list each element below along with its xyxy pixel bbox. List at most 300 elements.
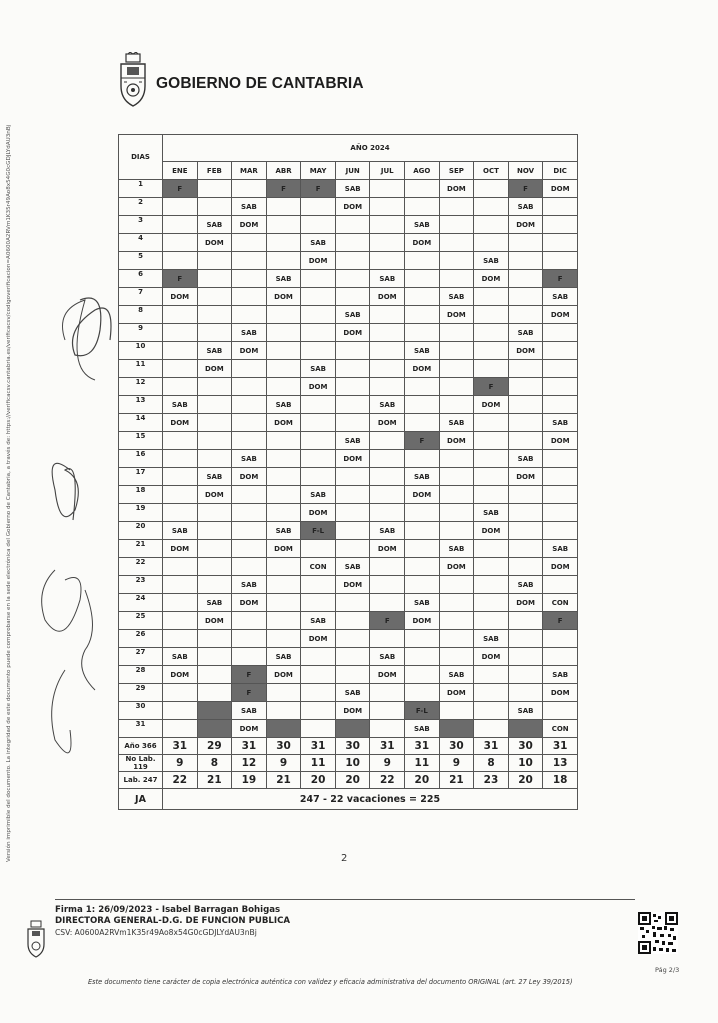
workday-cell [232, 270, 267, 288]
workday-cell [370, 234, 405, 252]
weekend-cell: DOM [232, 720, 267, 738]
workday-cell [266, 234, 301, 252]
summary-value: 8 [197, 755, 232, 772]
workday-cell [197, 324, 232, 342]
day-number: 5 [119, 252, 163, 270]
workday-cell [370, 216, 405, 234]
workday-cell [474, 576, 509, 594]
workday-cell [301, 594, 336, 612]
divider [55, 899, 635, 900]
workday-cell [335, 234, 370, 252]
workday-cell [543, 216, 578, 234]
weekend-cell: SAB [508, 198, 543, 216]
workday-cell [335, 252, 370, 270]
workday-cell [163, 378, 198, 396]
weekend-cell: SAB [474, 630, 509, 648]
workday-cell [439, 612, 474, 630]
workday-cell [474, 468, 509, 486]
weekend-cell: DOM [301, 378, 336, 396]
workday-cell [474, 612, 509, 630]
summary-value: 21 [266, 772, 301, 789]
workday-cell [370, 252, 405, 270]
workday-cell [508, 540, 543, 558]
day-number: 23 [119, 576, 163, 594]
workday-cell [439, 594, 474, 612]
weekend-cell: SAB [370, 270, 405, 288]
workday-cell [335, 378, 370, 396]
weekend-cell: DOM [543, 180, 578, 198]
month-header: JUN [335, 162, 370, 180]
workday-cell [197, 558, 232, 576]
summary-value: 10 [335, 755, 370, 772]
workday-cell [439, 342, 474, 360]
summary-value: 10 [508, 755, 543, 772]
workday-cell [197, 666, 232, 684]
weekend-cell: SAB [335, 180, 370, 198]
workday-cell [508, 234, 543, 252]
workday-cell [474, 216, 509, 234]
workday-cell [197, 432, 232, 450]
workday-cell [163, 198, 198, 216]
workday-cell [163, 702, 198, 720]
weekend-cell: SAB [163, 396, 198, 414]
weekend-cell: DOM [474, 270, 509, 288]
workday-cell [301, 648, 336, 666]
weekend-cell: SAB [197, 594, 232, 612]
workday-cell [405, 288, 440, 306]
month-header: NOV [508, 162, 543, 180]
workday-cell [163, 450, 198, 468]
summary-value: 31 [543, 738, 578, 755]
workday-cell [197, 450, 232, 468]
workday-cell [335, 522, 370, 540]
workday-cell [301, 414, 336, 432]
workday-cell [163, 216, 198, 234]
workday-cell [370, 576, 405, 594]
day-number: 8 [119, 306, 163, 324]
holiday-cell: F-L [405, 702, 440, 720]
month-header: MAR [232, 162, 267, 180]
weekend-cell: DOM [232, 468, 267, 486]
workday-cell [508, 306, 543, 324]
weekend-cell: SAB [197, 468, 232, 486]
workday-cell [474, 558, 509, 576]
workday-cell [508, 504, 543, 522]
weekend-cell: SAB [405, 594, 440, 612]
weekend-cell: DOM [439, 432, 474, 450]
workday-cell [335, 540, 370, 558]
day-row [119, 432, 578, 450]
month-header: ABR [266, 162, 301, 180]
workday-cell [405, 684, 440, 702]
day-row [119, 486, 578, 504]
weekend-cell: DOM [266, 288, 301, 306]
day-row [119, 702, 578, 720]
day-number: 22 [119, 558, 163, 576]
workday-cell [474, 666, 509, 684]
weekend-cell: SAB [232, 450, 267, 468]
day-row [119, 216, 578, 234]
workday-cell [266, 612, 301, 630]
day-number: 26 [119, 630, 163, 648]
workday-cell [163, 432, 198, 450]
workday-cell [370, 702, 405, 720]
workday-cell [335, 414, 370, 432]
workday-cell [301, 576, 336, 594]
holiday-cell: F [301, 180, 336, 198]
summary-value: 9 [370, 755, 405, 772]
weekend-cell: DOM [474, 396, 509, 414]
workday-cell [405, 306, 440, 324]
weekend-cell: DOM [335, 198, 370, 216]
workday-cell [474, 342, 509, 360]
holiday-cell: F [508, 180, 543, 198]
workday-cell [439, 630, 474, 648]
workday-cell [474, 450, 509, 468]
workday-cell [197, 270, 232, 288]
workday-cell [508, 630, 543, 648]
workday-cell [543, 324, 578, 342]
workday-cell [266, 576, 301, 594]
summary-value: 20 [301, 772, 336, 789]
workday-cell [474, 180, 509, 198]
workday-cell [474, 486, 509, 504]
workday-cell [301, 216, 336, 234]
day-row [119, 594, 578, 612]
workday-cell [197, 648, 232, 666]
day-row [119, 306, 578, 324]
weekend-cell: DOM [543, 558, 578, 576]
weekend-cell: SAB [508, 324, 543, 342]
month-header: SEP [439, 162, 474, 180]
weekend-cell: DOM [163, 288, 198, 306]
workday-cell [232, 360, 267, 378]
workday-cell [405, 324, 440, 342]
day-number: 4 [119, 234, 163, 252]
footer-note: Este documento tiene carácter de copia electrónica auténtica con validez y eficacia administrativa del documento ORIGINAL (art. 27 Ley 39/2015) [88, 978, 573, 986]
workday-cell [232, 648, 267, 666]
weekend-cell: SAB [163, 522, 198, 540]
workday-cell [474, 432, 509, 450]
day-row [119, 180, 578, 198]
workday-cell [508, 612, 543, 630]
workday-cell [370, 504, 405, 522]
workday-cell [163, 612, 198, 630]
workday-cell [439, 702, 474, 720]
summary-row [119, 738, 578, 755]
day-number: 17 [119, 468, 163, 486]
workday-cell [232, 486, 267, 504]
weekend-cell: DOM [405, 486, 440, 504]
holiday-cell: F [370, 612, 405, 630]
weekend-cell: SAB [439, 540, 474, 558]
summary-value: 9 [439, 755, 474, 772]
summary-value: 31 [301, 738, 336, 755]
workday-cell [335, 666, 370, 684]
weekend-cell: DOM [543, 306, 578, 324]
workday-cell [266, 216, 301, 234]
holiday-cell [508, 720, 543, 738]
day-row [119, 540, 578, 558]
page-header [118, 52, 364, 108]
workday-cell [232, 504, 267, 522]
workday-cell [439, 396, 474, 414]
weekend-cell: SAB [335, 306, 370, 324]
workday-cell [370, 342, 405, 360]
day-number: 20 [119, 522, 163, 540]
page-number: 2 [341, 853, 348, 864]
weekend-cell: DOM [266, 540, 301, 558]
workday-cell [266, 504, 301, 522]
weekend-cell: SAB [405, 342, 440, 360]
weekend-cell: SAB [508, 702, 543, 720]
workday-cell [266, 432, 301, 450]
workday-cell [301, 720, 336, 738]
workday-cell [197, 684, 232, 702]
verification-side-text: Versión imprimible del documento. La integridad de este documento puede comprobarse en la sede electrónica del Gobierno de Cantabria, a través de: https://verificacsv.cantabria.es/verificacsv/codigoverificacion=A0600A2RVm1K35r49Ao8x54G0cGDJLYdAU3nBj [6, 124, 12, 862]
signature-block [55, 905, 290, 926]
calendar-body [119, 180, 578, 810]
summary-value: 8 [474, 755, 509, 772]
weekend-cell: DOM [266, 414, 301, 432]
weekend-cell: DOM [474, 648, 509, 666]
day-row [119, 396, 578, 414]
workday-cell [301, 288, 336, 306]
handwritten-signatures-icon [25, 270, 125, 770]
day-row [119, 630, 578, 648]
summary-row [119, 772, 578, 789]
workday-cell [543, 630, 578, 648]
day-number: 19 [119, 504, 163, 522]
summary-value: 20 [405, 772, 440, 789]
workday-cell [543, 396, 578, 414]
month-header: DIC [543, 162, 578, 180]
workday-cell [439, 468, 474, 486]
workday-cell [301, 666, 336, 684]
weekend-cell: DOM [232, 216, 267, 234]
workday-cell [370, 324, 405, 342]
weekend-cell: DOM [439, 180, 474, 198]
workday-cell [163, 594, 198, 612]
holiday-cell [197, 702, 232, 720]
workday-cell [370, 450, 405, 468]
workday-cell [266, 558, 301, 576]
weekend-cell: DOM [197, 360, 232, 378]
summary-value: 30 [508, 738, 543, 755]
workday-cell [301, 342, 336, 360]
weekend-cell: SAB [232, 576, 267, 594]
workday-cell [266, 342, 301, 360]
firma-line2: DIRECTORA GENERAL-D.G. DE FUNCION PUBLICA [55, 915, 291, 926]
summary-value: 9 [163, 755, 198, 772]
workday-cell [232, 630, 267, 648]
workday-cell [543, 468, 578, 486]
summary-value: 31 [163, 738, 198, 755]
summary-value: 9 [266, 755, 301, 772]
day-row [119, 288, 578, 306]
weekend-cell: DOM [370, 414, 405, 432]
weekend-cell: SAB [543, 540, 578, 558]
day-number: 2 [119, 198, 163, 216]
summary-value: 30 [266, 738, 301, 755]
workday-cell [543, 576, 578, 594]
day-row [119, 270, 578, 288]
workday-cell [543, 378, 578, 396]
summary-label: No Lab. 119 [119, 755, 163, 772]
weekend-cell: SAB [405, 216, 440, 234]
workday-cell [405, 414, 440, 432]
workday-cell [508, 288, 543, 306]
holiday-cell: F [163, 180, 198, 198]
workday-cell [266, 360, 301, 378]
workday-cell [232, 540, 267, 558]
summary-value: 31 [405, 738, 440, 755]
summary-value: 31 [232, 738, 267, 755]
day-number: 21 [119, 540, 163, 558]
workday-cell [163, 252, 198, 270]
month-header: AGO [405, 162, 440, 180]
workday-cell [474, 360, 509, 378]
weekend-cell: SAB [232, 198, 267, 216]
weekend-cell: DOM [163, 540, 198, 558]
summary-row [119, 755, 578, 772]
workday-cell [474, 540, 509, 558]
workday-cell [439, 216, 474, 234]
weekend-cell: SAB [439, 666, 474, 684]
workday-cell [335, 360, 370, 378]
day-row [119, 450, 578, 468]
day-number: 7 [119, 288, 163, 306]
weekend-cell: SAB [508, 576, 543, 594]
summary-value: 30 [439, 738, 474, 755]
weekend-cell: SAB [474, 252, 509, 270]
day-number: 31 [119, 720, 163, 738]
workday-cell [508, 648, 543, 666]
weekend-cell: SAB [335, 558, 370, 576]
workday-cell [405, 396, 440, 414]
workday-cell [405, 648, 440, 666]
workday-cell [197, 576, 232, 594]
workday-cell [197, 378, 232, 396]
workday-cell [197, 540, 232, 558]
workday-cell [232, 378, 267, 396]
weekend-cell: DOM [301, 630, 336, 648]
workday-cell [439, 522, 474, 540]
holiday-cell [266, 720, 301, 738]
summary-value: 19 [232, 772, 267, 789]
workday-cell [370, 360, 405, 378]
workday-cell [405, 252, 440, 270]
workday-cell [163, 486, 198, 504]
workday-cell [301, 702, 336, 720]
weekend-cell: DOM [439, 684, 474, 702]
workday-cell [232, 432, 267, 450]
weekend-cell: SAB [266, 522, 301, 540]
workday-cell [163, 630, 198, 648]
weekend-cell: SAB [266, 396, 301, 414]
month-header: OCT [474, 162, 509, 180]
workday-cell [197, 180, 232, 198]
workday-cell [232, 414, 267, 432]
workday-cell [543, 342, 578, 360]
weekend-cell: SAB [266, 270, 301, 288]
firma-line1: Firma 1: 26/09/2023 - Isabel Barragan Bohigas [55, 905, 281, 915]
workday-cell [405, 504, 440, 522]
weekend-cell: SAB [301, 612, 336, 630]
day-number: 12 [119, 378, 163, 396]
day-row [119, 522, 578, 540]
summary-value: 23 [474, 772, 509, 789]
workday-cell [335, 396, 370, 414]
weekend-cell: DOM [197, 612, 232, 630]
workday-cell [163, 324, 198, 342]
weekend-cell: DOM [405, 234, 440, 252]
summary-value: 30 [335, 738, 370, 755]
workday-cell [508, 432, 543, 450]
summary-value: 18 [543, 772, 578, 789]
day-row [119, 414, 578, 432]
day-row [119, 468, 578, 486]
workday-cell [163, 360, 198, 378]
workday-cell [370, 684, 405, 702]
day-number: 3 [119, 216, 163, 234]
workday-cell [474, 702, 509, 720]
weekend-cell: DOM [301, 504, 336, 522]
workday-cell [370, 558, 405, 576]
month-header-row [119, 162, 578, 180]
workday-cell [508, 414, 543, 432]
summary-value: 12 [232, 755, 267, 772]
weekend-cell: DOM [508, 216, 543, 234]
day-number: 11 [119, 360, 163, 378]
weekend-cell: CON [543, 594, 578, 612]
workday-cell [266, 630, 301, 648]
weekend-cell: DOM [439, 306, 474, 324]
day-row [119, 684, 578, 702]
weekend-cell: DOM [439, 558, 474, 576]
workday-cell [474, 324, 509, 342]
workday-cell [266, 594, 301, 612]
summary-value: 11 [405, 755, 440, 772]
holiday-cell [439, 720, 474, 738]
workday-cell [474, 594, 509, 612]
workday-cell [370, 630, 405, 648]
workday-cell [439, 378, 474, 396]
month-header: FEB [197, 162, 232, 180]
weekend-cell: SAB [543, 288, 578, 306]
ja-label: JA [119, 789, 163, 810]
workday-cell [301, 396, 336, 414]
weekend-cell: DOM [335, 324, 370, 342]
summary-value: 22 [163, 772, 198, 789]
workday-cell [335, 468, 370, 486]
day-row [119, 576, 578, 594]
day-number: 16 [119, 450, 163, 468]
day-row [119, 612, 578, 630]
workday-cell [508, 522, 543, 540]
workday-cell [370, 486, 405, 504]
weekend-cell: SAB [197, 342, 232, 360]
weekend-cell: SAB [370, 648, 405, 666]
dias-header: DIAS [119, 135, 163, 180]
workday-cell [197, 306, 232, 324]
weekend-cell: SAB [508, 450, 543, 468]
workday-cell [197, 522, 232, 540]
summary-value: 11 [301, 755, 336, 772]
day-row [119, 342, 578, 360]
summary-value: 20 [335, 772, 370, 789]
workday-cell [163, 468, 198, 486]
